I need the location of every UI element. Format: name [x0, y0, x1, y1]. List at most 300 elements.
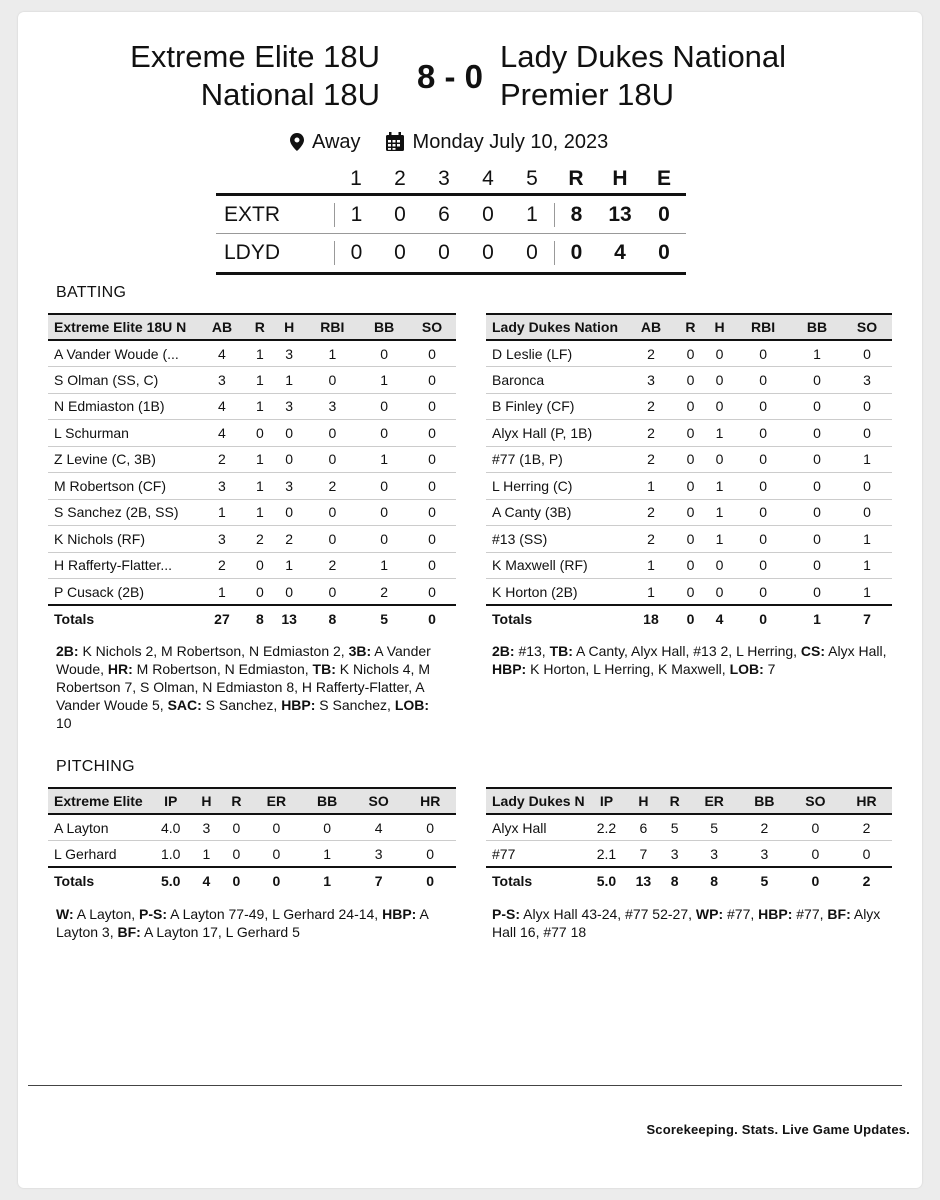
stat-value: 3 — [739, 841, 790, 868]
stat-value: 3 — [198, 473, 246, 500]
inning-score: 0 — [394, 241, 406, 264]
stat-value: 0 — [408, 340, 456, 367]
note-value: 10 — [56, 715, 72, 731]
table-header-row — [486, 788, 892, 814]
stat-value: 0 — [676, 499, 705, 526]
hits-header: H — [612, 167, 628, 190]
player-name: A Vander Woude (... — [48, 340, 198, 367]
stat-value: 1 — [191, 841, 221, 868]
stat-value: 0 — [408, 367, 456, 394]
inning-score: 0 — [482, 202, 494, 226]
stat-value: 2 — [626, 526, 676, 553]
stat-value: 1 — [705, 526, 734, 553]
stat-value: 0 — [734, 393, 792, 420]
note-label: TB: — [549, 643, 573, 659]
stat-value: 0 — [842, 473, 892, 500]
note-value: K Nichols 4, M Robertson 7, S Olman, N Edmiaston 8, H Rafferty-Flatter, A Vander Woude 5, — [56, 661, 430, 713]
stat-value: 2 — [360, 579, 408, 606]
team-abbr: LDYD — [224, 241, 281, 264]
stat-value: 1 — [246, 340, 274, 367]
stat-value: 1 — [274, 552, 305, 579]
stat-value: 0 — [360, 420, 408, 447]
note-label: CS: — [800, 643, 826, 659]
stat-value: 0 — [360, 340, 408, 367]
stat-value: 3 — [198, 367, 246, 394]
stat-value: 7 — [842, 605, 892, 632]
stat-value: 4.0 — [150, 814, 191, 841]
team-column-header: Extreme Elite — [48, 788, 150, 814]
stat-value: 1 — [198, 579, 246, 606]
stat-value: 1 — [274, 367, 305, 394]
stat-value: 0 — [246, 552, 274, 579]
stat-value: 0 — [251, 867, 301, 894]
note-value: S Sanchez, — [201, 697, 282, 713]
stat-value: 0 — [705, 340, 734, 367]
stat-value: 0 — [305, 446, 361, 473]
note-value: A Layton 77-49, L Gerhard 24-14, — [167, 906, 383, 922]
stat-value: 2 — [841, 867, 892, 894]
stat-column-header: RBI — [305, 314, 361, 340]
linescore-row-home — [216, 234, 686, 272]
stat-column-header: H — [191, 788, 221, 814]
player-name: S Sanchez (2B, SS) — [48, 499, 198, 526]
player-name: Z Levine (C, 3B) — [48, 446, 198, 473]
stat-value: 0 — [676, 605, 705, 632]
player-name: Alyx Hall — [486, 814, 586, 841]
stat-value: 0 — [404, 867, 456, 894]
note-value: Alyx Hall 16, #77 18 — [492, 906, 881, 940]
home-team-line-2: Premier 18U — [500, 77, 674, 112]
stat-value: 0 — [676, 420, 705, 447]
player-row — [486, 499, 892, 526]
linescore — [216, 165, 686, 275]
note-label: P-S: — [492, 906, 520, 922]
stat-value: 0 — [274, 446, 305, 473]
stat-value: 0 — [792, 552, 842, 579]
stat-value: 0 — [676, 473, 705, 500]
stat-value: 7 — [353, 867, 405, 894]
stat-value: 27 — [198, 605, 246, 632]
stat-column-header: ER — [690, 788, 739, 814]
player-name: Alyx Hall (P, 1B) — [486, 420, 626, 447]
team-column-header: Extreme Elite 18U N — [48, 314, 198, 340]
stat-value: 0 — [792, 446, 842, 473]
stat-value: 2 — [305, 473, 361, 500]
player-name: H Rafferty-Flatter... — [48, 552, 198, 579]
player-name: S Olman (SS, C) — [48, 367, 198, 394]
location-pin-icon — [290, 133, 304, 151]
note-label: BF: — [827, 906, 851, 922]
stat-value: 0 — [274, 420, 305, 447]
player-row — [48, 814, 456, 841]
batting-table-home — [486, 313, 892, 632]
player-name: K Nichols (RF) — [48, 526, 198, 553]
batting-notes-home — [492, 642, 892, 678]
stat-value: 18 — [626, 605, 676, 632]
stat-value: 1 — [360, 446, 408, 473]
stat-value: 0 — [792, 526, 842, 553]
stat-value: 1 — [792, 605, 842, 632]
stat-value: 3 — [274, 473, 305, 500]
stat-value: 6 — [627, 814, 660, 841]
stat-value: 1 — [705, 499, 734, 526]
linescore-header — [216, 165, 686, 193]
note-value: K Nichols 2, M Robertson, N Edmiaston 2, — [78, 643, 349, 659]
stat-value: 4 — [198, 393, 246, 420]
table-header-row — [48, 788, 456, 814]
stat-value: 1.0 — [150, 841, 191, 868]
stat-value: 0 — [705, 367, 734, 394]
stat-value: 0 — [792, 579, 842, 606]
stat-value: 0 — [676, 367, 705, 394]
stat-value: 0 — [734, 552, 792, 579]
stat-value: 0 — [676, 526, 705, 553]
note-label: 3B: — [348, 643, 372, 659]
stat-value: 2 — [305, 552, 361, 579]
stat-value: 2.2 — [586, 814, 627, 841]
stat-value: 0 — [734, 367, 792, 394]
note-label: TB: — [312, 661, 336, 677]
note-value: M Robertson, N Edmiaston, — [132, 661, 313, 677]
stat-value: 0 — [408, 605, 456, 632]
note-value: A Layton, — [73, 906, 140, 922]
stat-value: 0 — [360, 499, 408, 526]
note-value: #13, — [514, 643, 550, 659]
note-label: HBP: — [281, 697, 316, 713]
stat-value: 1 — [301, 841, 353, 868]
stat-value: 8 — [305, 605, 361, 632]
stat-value: 0 — [790, 841, 841, 868]
player-row — [48, 552, 456, 579]
note-label: WP: — [695, 906, 724, 922]
game-date: Monday July 10, 2023 — [412, 130, 609, 153]
stat-value: 0 — [676, 393, 705, 420]
errors-header: E — [656, 167, 671, 190]
inning-score: 0 — [482, 241, 494, 264]
player-row — [486, 446, 892, 473]
stat-value: 3 — [842, 367, 892, 394]
player-row — [48, 499, 456, 526]
player-row — [486, 579, 892, 606]
stat-value: 0 — [408, 446, 456, 473]
player-row — [48, 340, 456, 367]
pitching-table-away — [48, 787, 456, 894]
note-label: HR: — [107, 661, 133, 677]
stat-value: 5.0 — [586, 867, 627, 894]
stat-value: 0 — [676, 340, 705, 367]
footer-divider — [28, 1085, 902, 1086]
stat-value: 0 — [408, 420, 456, 447]
stat-value: 0 — [251, 841, 301, 868]
stat-value: 0 — [246, 579, 274, 606]
stat-value: 4 — [705, 605, 734, 632]
stat-value: 0 — [842, 393, 892, 420]
stat-value: 8 — [690, 867, 739, 894]
player-row — [486, 814, 892, 841]
inning-header: 5 — [526, 167, 538, 190]
stat-column-header: ER — [251, 788, 301, 814]
player-name: L Herring (C) — [486, 473, 626, 500]
player-name: A Layton — [48, 814, 150, 841]
note-value: 7 — [763, 661, 776, 677]
stat-value: 0 — [404, 841, 456, 868]
stat-value: 2 — [198, 446, 246, 473]
stat-value: 0 — [274, 579, 305, 606]
batting-notes-away — [56, 642, 448, 732]
stat-value: 0 — [841, 841, 892, 868]
player-name: #77 — [486, 841, 586, 868]
stat-value: 0 — [792, 393, 842, 420]
stat-value: 1 — [842, 526, 892, 553]
team-abbr: EXTR — [224, 202, 281, 226]
stat-value: 3 — [690, 841, 739, 868]
note-value: K Horton, L Herring, K Maxwell, — [526, 661, 730, 677]
note-label: BF: — [117, 924, 141, 940]
stat-column-header: BB — [792, 314, 842, 340]
pitching-notes-away — [56, 905, 448, 941]
stat-column-header: H — [274, 314, 305, 340]
note-label: LOB: — [394, 697, 430, 713]
player-row — [48, 420, 456, 447]
note-label: HBP: — [382, 906, 417, 922]
table-header-row — [48, 314, 456, 340]
note-value: #77, — [792, 906, 828, 922]
runs-header: R — [568, 167, 584, 190]
inning-header: 2 — [394, 167, 406, 190]
game-meta — [290, 128, 608, 156]
stat-value: 1 — [246, 446, 274, 473]
stat-value: 13 — [274, 605, 305, 632]
stat-value: 0 — [360, 473, 408, 500]
pitching-notes-home — [492, 905, 892, 941]
inning-header: 1 — [350, 167, 362, 190]
stat-value: 0 — [676, 552, 705, 579]
away-team-line-2: National 18U — [200, 77, 380, 112]
stat-value: 0 — [734, 579, 792, 606]
stat-value: 0 — [842, 499, 892, 526]
stat-value: 0 — [221, 867, 251, 894]
stat-value: 0 — [792, 499, 842, 526]
footer-tagline: Scorekeeping. Stats. Live Game Updates. — [646, 1122, 910, 1137]
stat-value: 0 — [790, 867, 841, 894]
batting-table-away — [48, 313, 456, 632]
away-team-line-1: Extreme Elite 18U — [130, 39, 380, 74]
final-score: 8 - 0 — [416, 58, 484, 95]
stat-value: 0 — [408, 579, 456, 606]
stat-value: 2 — [626, 446, 676, 473]
stat-value: 0 — [734, 446, 792, 473]
stat-value: 1 — [246, 473, 274, 500]
team-column-header: Lady Dukes N — [486, 788, 586, 814]
player-name: K Horton (2B) — [486, 579, 626, 606]
stat-value: 0 — [404, 814, 456, 841]
stat-column-header: BB — [360, 314, 408, 340]
stat-value: 5 — [360, 605, 408, 632]
player-name: M Robertson (CF) — [48, 473, 198, 500]
stat-value: 1 — [246, 393, 274, 420]
errors-total: 0 — [658, 202, 670, 226]
player-row — [486, 841, 892, 868]
player-row — [486, 526, 892, 553]
stat-column-header: SO — [353, 788, 405, 814]
stat-column-header: AB — [626, 314, 676, 340]
totals-label: Totals — [486, 605, 626, 632]
note-label: 2B: — [492, 643, 515, 659]
stat-value: 0 — [408, 526, 456, 553]
stat-value: 3 — [191, 814, 221, 841]
player-row — [48, 393, 456, 420]
player-name: Baronca — [486, 367, 626, 394]
stat-value: 8 — [246, 605, 274, 632]
inning-score: 1 — [334, 203, 378, 227]
player-row — [486, 340, 892, 367]
stat-value: 0 — [305, 420, 361, 447]
player-name: N Edmiaston (1B) — [48, 393, 198, 420]
stat-value: 0 — [842, 420, 892, 447]
stat-value: 0 — [734, 499, 792, 526]
stat-value: 0 — [734, 420, 792, 447]
stat-value: 2 — [626, 393, 676, 420]
stat-value: 0 — [408, 499, 456, 526]
stat-column-header: RBI — [734, 314, 792, 340]
note-value: Alyx Hall, — [825, 643, 887, 659]
stat-value: 0 — [360, 526, 408, 553]
inning-header: 4 — [482, 167, 494, 190]
table-header-row — [486, 314, 892, 340]
player-row — [48, 841, 456, 868]
stat-value: 0 — [408, 473, 456, 500]
stat-value: 3 — [274, 393, 305, 420]
inning-score: 0 — [438, 241, 450, 264]
stat-value: 1 — [360, 552, 408, 579]
stat-column-header: R — [246, 314, 274, 340]
runs-total: 0 — [554, 241, 598, 265]
stat-value: 0 — [360, 393, 408, 420]
stat-value: 0 — [705, 579, 734, 606]
stat-value: 3 — [305, 393, 361, 420]
stat-value: 3 — [626, 367, 676, 394]
player-row — [48, 579, 456, 606]
totals-row — [48, 605, 456, 632]
player-name: K Maxwell (RF) — [486, 552, 626, 579]
stat-column-header: SO — [408, 314, 456, 340]
stat-value: 4 — [353, 814, 405, 841]
stat-value: 0 — [734, 605, 792, 632]
stat-value: 1 — [246, 499, 274, 526]
stat-value: 2 — [274, 526, 305, 553]
stat-column-header: AB — [198, 314, 246, 340]
stat-value: 7 — [627, 841, 660, 868]
stat-value: 1 — [842, 579, 892, 606]
stat-value: 0 — [705, 552, 734, 579]
stat-value: 3 — [274, 340, 305, 367]
stat-value: 0 — [305, 499, 361, 526]
stat-value: 3 — [353, 841, 405, 868]
inning-score: 0 — [526, 241, 538, 264]
note-label: SAC: — [167, 697, 202, 713]
pitching-section-title: PITCHING — [56, 758, 135, 775]
calendar-icon — [385, 132, 405, 152]
player-row — [486, 367, 892, 394]
stat-value: 5 — [660, 814, 690, 841]
totals-row — [48, 867, 456, 894]
stat-value: 1 — [305, 340, 361, 367]
stat-value: 0 — [790, 814, 841, 841]
stat-value: 8 — [660, 867, 690, 894]
stat-column-header: HR — [404, 788, 456, 814]
stat-value: 2 — [626, 340, 676, 367]
stat-column-header: SO — [842, 314, 892, 340]
totals-row — [486, 867, 892, 894]
stat-value: 5 — [690, 814, 739, 841]
note-value: Alyx Hall 43-24, #77 52-27, — [520, 906, 696, 922]
stat-column-header: H — [705, 314, 734, 340]
stat-value: 0 — [792, 420, 842, 447]
stat-column-header: IP — [150, 788, 191, 814]
stat-value: 2 — [626, 420, 676, 447]
stat-value: 1 — [705, 420, 734, 447]
away-team-name — [80, 38, 380, 114]
stat-value: 0 — [221, 841, 251, 868]
stat-value: 4 — [198, 340, 246, 367]
player-name: B Finley (CF) — [486, 393, 626, 420]
stat-value: 0 — [408, 393, 456, 420]
player-row — [486, 393, 892, 420]
totals-label: Totals — [486, 867, 586, 894]
player-row — [486, 473, 892, 500]
runs-total: 8 — [554, 203, 598, 227]
pitching-table-home — [486, 787, 892, 894]
note-value: #77, — [723, 906, 759, 922]
stat-column-header: R — [660, 788, 690, 814]
stat-value: 13 — [627, 867, 660, 894]
stat-value: 1 — [626, 552, 676, 579]
stat-value: 1 — [842, 446, 892, 473]
stat-column-header: BB — [301, 788, 353, 814]
stat-value: 0 — [274, 499, 305, 526]
stat-value: 2 — [739, 814, 790, 841]
stat-column-header: IP — [586, 788, 627, 814]
stat-value: 1 — [246, 367, 274, 394]
stat-value: 1 — [705, 473, 734, 500]
stat-value: 0 — [705, 446, 734, 473]
stat-value: 1 — [198, 499, 246, 526]
stat-column-header: SO — [790, 788, 841, 814]
totals-label: Totals — [48, 867, 150, 894]
note-value: A Layton 3, — [56, 906, 429, 940]
note-label: 2B: — [56, 643, 79, 659]
player-name: #13 (SS) — [486, 526, 626, 553]
stat-value: 1 — [301, 867, 353, 894]
location-text: Away — [312, 130, 361, 153]
stat-value: 2 — [626, 499, 676, 526]
player-row — [48, 473, 456, 500]
stat-value: 2 — [198, 552, 246, 579]
inning-score: 0 — [334, 241, 378, 265]
note-value: A Vander Woude, — [56, 643, 431, 677]
hits-total: 13 — [608, 202, 632, 226]
stat-value: 0 — [251, 814, 301, 841]
stat-value: 0 — [676, 446, 705, 473]
player-row — [48, 367, 456, 394]
stat-value: 0 — [676, 579, 705, 606]
stat-value: 0 — [734, 526, 792, 553]
home-team-line-1: Lady Dukes National — [500, 39, 787, 74]
player-name: P Cusack (2B) — [48, 579, 198, 606]
linescore-row-away — [216, 196, 686, 234]
errors-total: 0 — [658, 241, 670, 264]
stat-value: 0 — [842, 340, 892, 367]
